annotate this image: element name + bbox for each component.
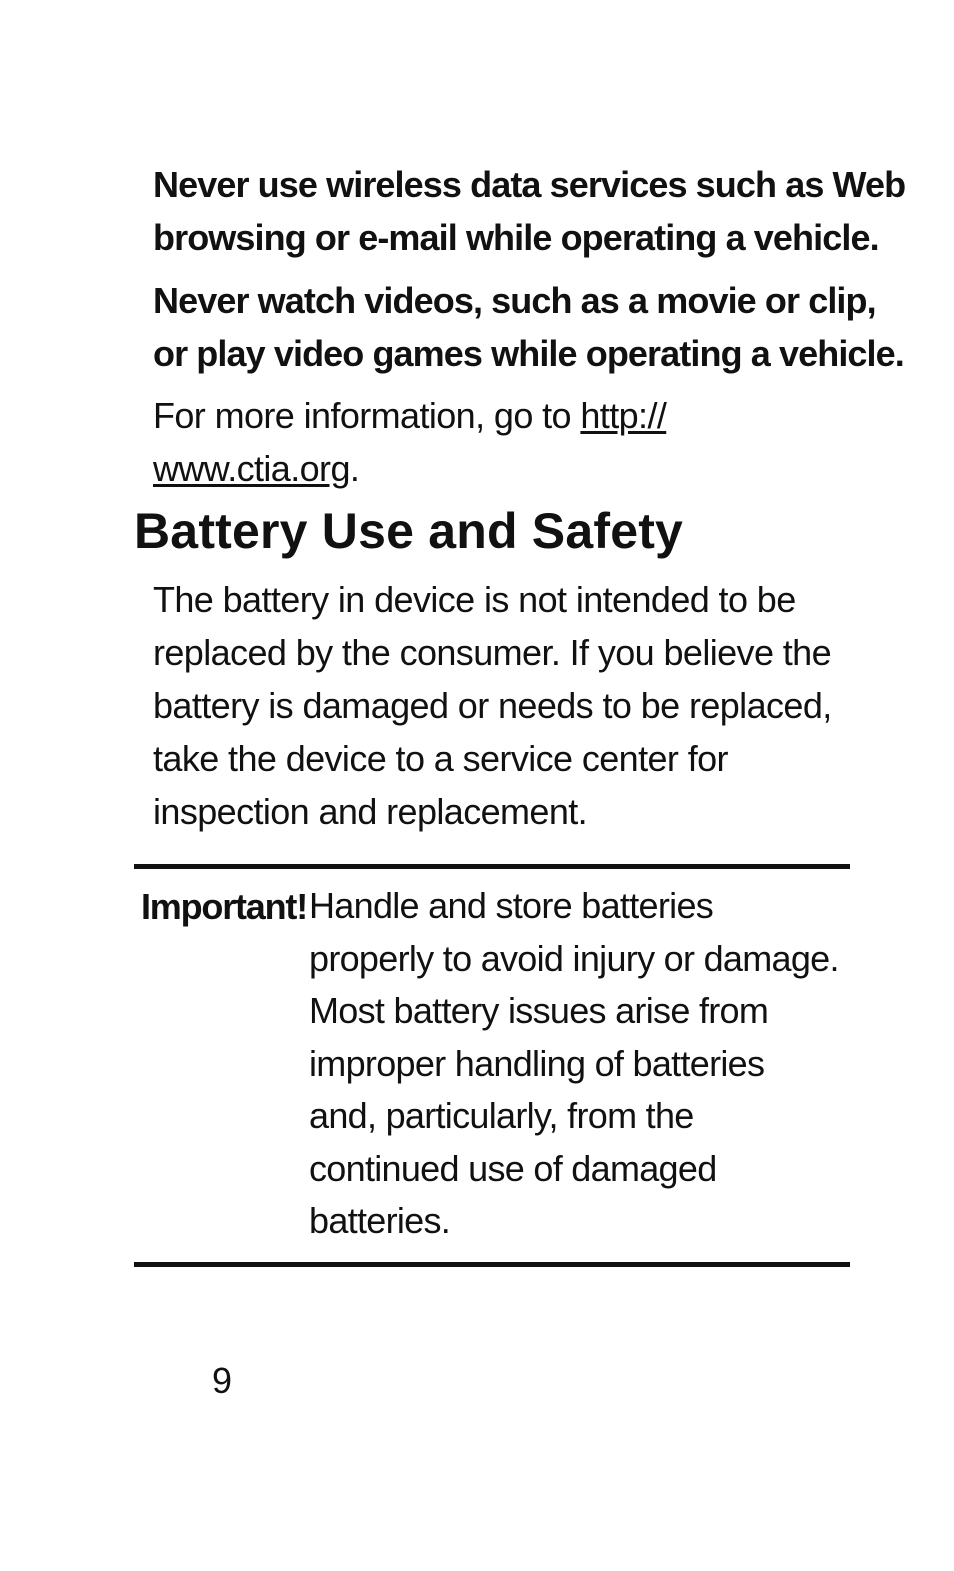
battery-body-line-3: battery is damaged or needs to be replaced, [153,685,832,726]
battery-body-line-5: inspection and replacement. [153,791,588,832]
more-info-prefix: For more information, go to [153,395,581,436]
warning-videos [153,274,904,380]
ctia-link-part-1[interactable]: http:// [580,395,667,436]
battery-body-line-1: The battery in device is not intended to be [153,579,796,620]
page-number: 9 [212,1360,233,1401]
warning-web-browsing [153,158,906,264]
important-note-body [309,880,854,1248]
section-heading: Battery Use and Safety [134,503,684,559]
important-note-line-5: and, particularly, from the [309,1095,694,1136]
note-bottom-rule [134,1262,850,1267]
important-note-line-1: Handle and store batteries [309,885,714,926]
warning-videos-line-1: Never watch videos, such as a movie or clip, [153,280,876,321]
more-info-paragraph [153,389,853,495]
battery-body-paragraph [153,573,853,838]
warning-web-browsing-line-2: browsing or e-mail while operating a vehicle. [153,217,879,258]
ctia-link-part-2[interactable]: www.ctia.org [153,448,350,489]
important-note-line-2: properly to avoid injury or damage. [309,937,839,979]
more-info-suffix: . [349,448,360,489]
warning-web-browsing-line-1: Never use wireless data services such as Web [153,164,906,205]
more-info-line-2 [153,442,853,495]
battery-body-line-2: replaced by the consumer. If you believe the [153,632,832,673]
important-note-line-7: batteries. [309,1200,451,1241]
more-info-line-1 [153,389,853,442]
important-note-line-4: improper handling of batteries [309,1042,765,1084]
important-note-line-6: continued use of damaged [309,1147,717,1189]
warning-videos-line-2: or play video games while operating a vehicle. [153,333,904,374]
important-note-line-3: Most battery issues arise from [309,990,769,1031]
important-label: Important! [141,886,307,927]
note-top-rule [134,864,850,869]
battery-body-line-4: take the device to a service center for [153,738,728,779]
